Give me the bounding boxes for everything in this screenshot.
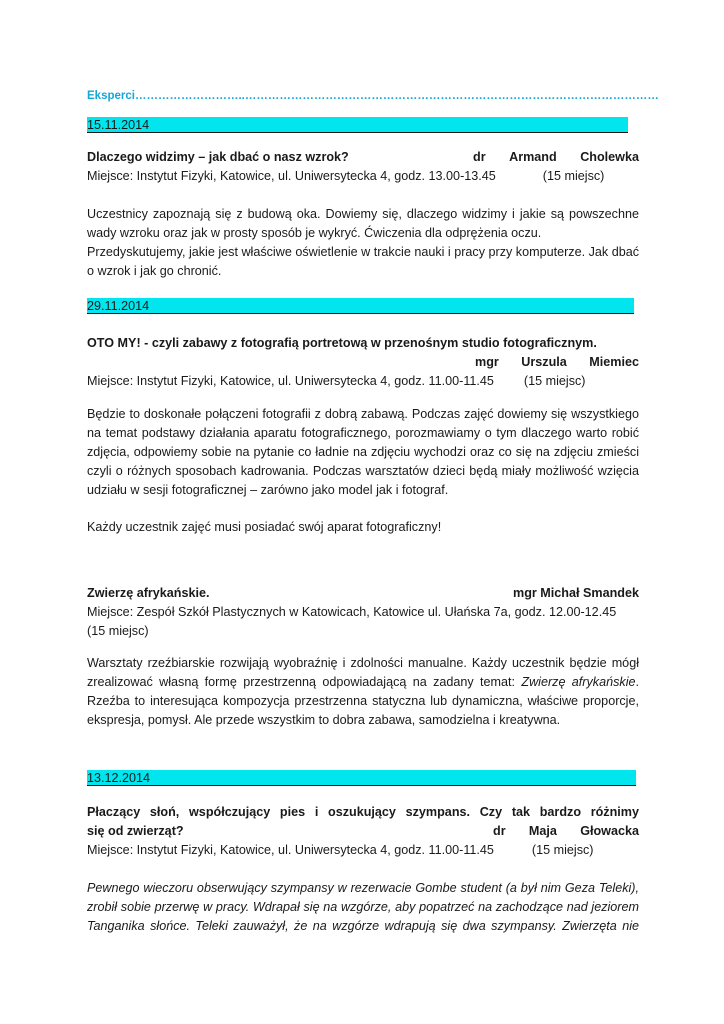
session-title: Zwierzę afrykańskie.	[87, 586, 210, 600]
presenter: mgr Michał Smandek	[513, 586, 639, 600]
session-location: Miejsce: Zespół Szkół Plastycznych w Katowicach, Katowice ul. Ułańska 7a, godz. 12.00-12.45	[87, 605, 617, 619]
presenter-title: mgr	[475, 355, 499, 369]
session-title: OTO MY! - czyli zabawy z fotografią portretową w przenośnym studio fotograficznym.	[87, 336, 597, 350]
session-date: 29.11.2014	[87, 299, 150, 313]
session-description: Pewnego wieczoru obserwujący szympansy w rezerwacie Gombe student (a był nim Geza Teleki), zrobił sobie przerwę w pracy. Wdrapał się na wzgórze, aby popatrzeć na zachodzące nad jeziorem Tanganika słońce. Teleki zauważył, że na wzgórze wdrapują się dwa szympansy. Zwierzęta nie	[87, 881, 639, 933]
presenter-first-name: Maja	[528, 824, 557, 838]
session-title: Dlaczego widzimy – jak dbać o nasz wzrok?	[87, 150, 349, 164]
presenter	[87, 353, 639, 372]
presenter-last-name: Cholewka	[580, 150, 639, 164]
session-date: 13.12.2014	[87, 771, 151, 785]
presenter	[473, 148, 639, 167]
session-description: Uczestnicy zapoznają się z budową oka. Dowiemy się, dlaczego widzimy i jakie są powszechne wady wzroku oraz jak w prosty sposób je wykryć. Ćwiczenia dla odprężenia oczu.	[87, 207, 639, 240]
session-description: Będzie to doskonałe połączeni fotografii z dobrą zabawą. Podczas zajęć dowiemy się wszystkiego na temat podstawy działania aparatu fotograficznego, porozmawiamy o tym dlaczego warto robić zdjęcia, odpowiemy sobie na pytanie co ładnie na zdjęciu wychodzi oraz co się na zdjęciu zmieści czyli o różnych sposobach kadrowania. Podczas warsztatów dzieci będą miały możliwość wzięcia udziału w sesji fotograficznej – zarówno jako model jak i fotograf.	[87, 407, 639, 497]
presenter	[493, 822, 639, 841]
location-text: Miejsce: Instytut Fizyki, Katowice, ul. Uniwersytecka 4, godz. 11.00-11.45	[87, 843, 494, 857]
description-emphasis: Zwierzę afrykańskie	[521, 675, 636, 689]
location-text: Miejsce: Instytut Fizyki, Katowice, ul. Uniwersytecka 4, godz. 13.00-13.45	[87, 169, 496, 183]
session-location	[87, 167, 639, 186]
session-location	[87, 372, 639, 391]
session-location	[87, 841, 639, 860]
presenter-title: dr	[493, 824, 506, 838]
presenter-last-name: Głowacka	[580, 824, 639, 838]
presenter-title: dr	[473, 150, 486, 164]
presenter-first-name: Urszula	[521, 355, 567, 369]
session-title-row	[87, 584, 639, 603]
seats: (15 miejsc)	[531, 843, 594, 857]
description-text: . Rzeźba to interesująca kompozycja przestrzenna statyczna lub dynamiczna, właściwe proporcje, ekspresja, pomysł. Ale przede wszystkim to dobra zabawa, samodzielna i kreatywna.	[87, 675, 639, 727]
date-bar-2	[87, 298, 634, 314]
seats: (15 miejsc)	[542, 169, 605, 183]
description-text: Warsztaty rzeźbiarskie rozwijają wyobraźnię i zdolności manualne. Każdy uczestnik będzie mógł zrealizować własną formę przestrzenną odpowiadającą na zadany temat:	[87, 656, 639, 689]
session-title-row	[87, 822, 639, 841]
session-title-row	[87, 148, 639, 167]
presenter-last-name: Miemiec	[589, 355, 639, 369]
date-bar-3	[87, 770, 636, 786]
seats: (15 miejsc)	[87, 624, 149, 638]
session-title-cont: się od zwierząt?	[87, 824, 184, 838]
presenter-first-name: Armand	[509, 150, 557, 164]
session-title: Płaczący słoń, współczujący pies i oszukujący szympans. Czy tak bardzo różnimy	[87, 805, 639, 819]
session-description	[87, 654, 639, 730]
seats: (15 miejsc)	[523, 374, 586, 388]
session-date: 15.11.2014	[87, 118, 150, 132]
location-text: Miejsce: Instytut Fizyki, Katowice, ul. Uniwersytecka 4, godz. 11.00-11.45	[87, 374, 494, 388]
session-note: Każdy uczestnik zajęć musi posiadać swój aparat fotograficzny!	[87, 520, 442, 534]
date-bar-1	[87, 117, 628, 133]
experts-heading: Eksperci………………………..………………………………………………………………………………………………	[87, 90, 659, 102]
session-description: Przedyskutujemy, jakie jest właściwe oświetlenie w trakcie nauki i pracy przy komputerze. Jak dbać o wzrok i jak go chronić.	[87, 245, 640, 278]
